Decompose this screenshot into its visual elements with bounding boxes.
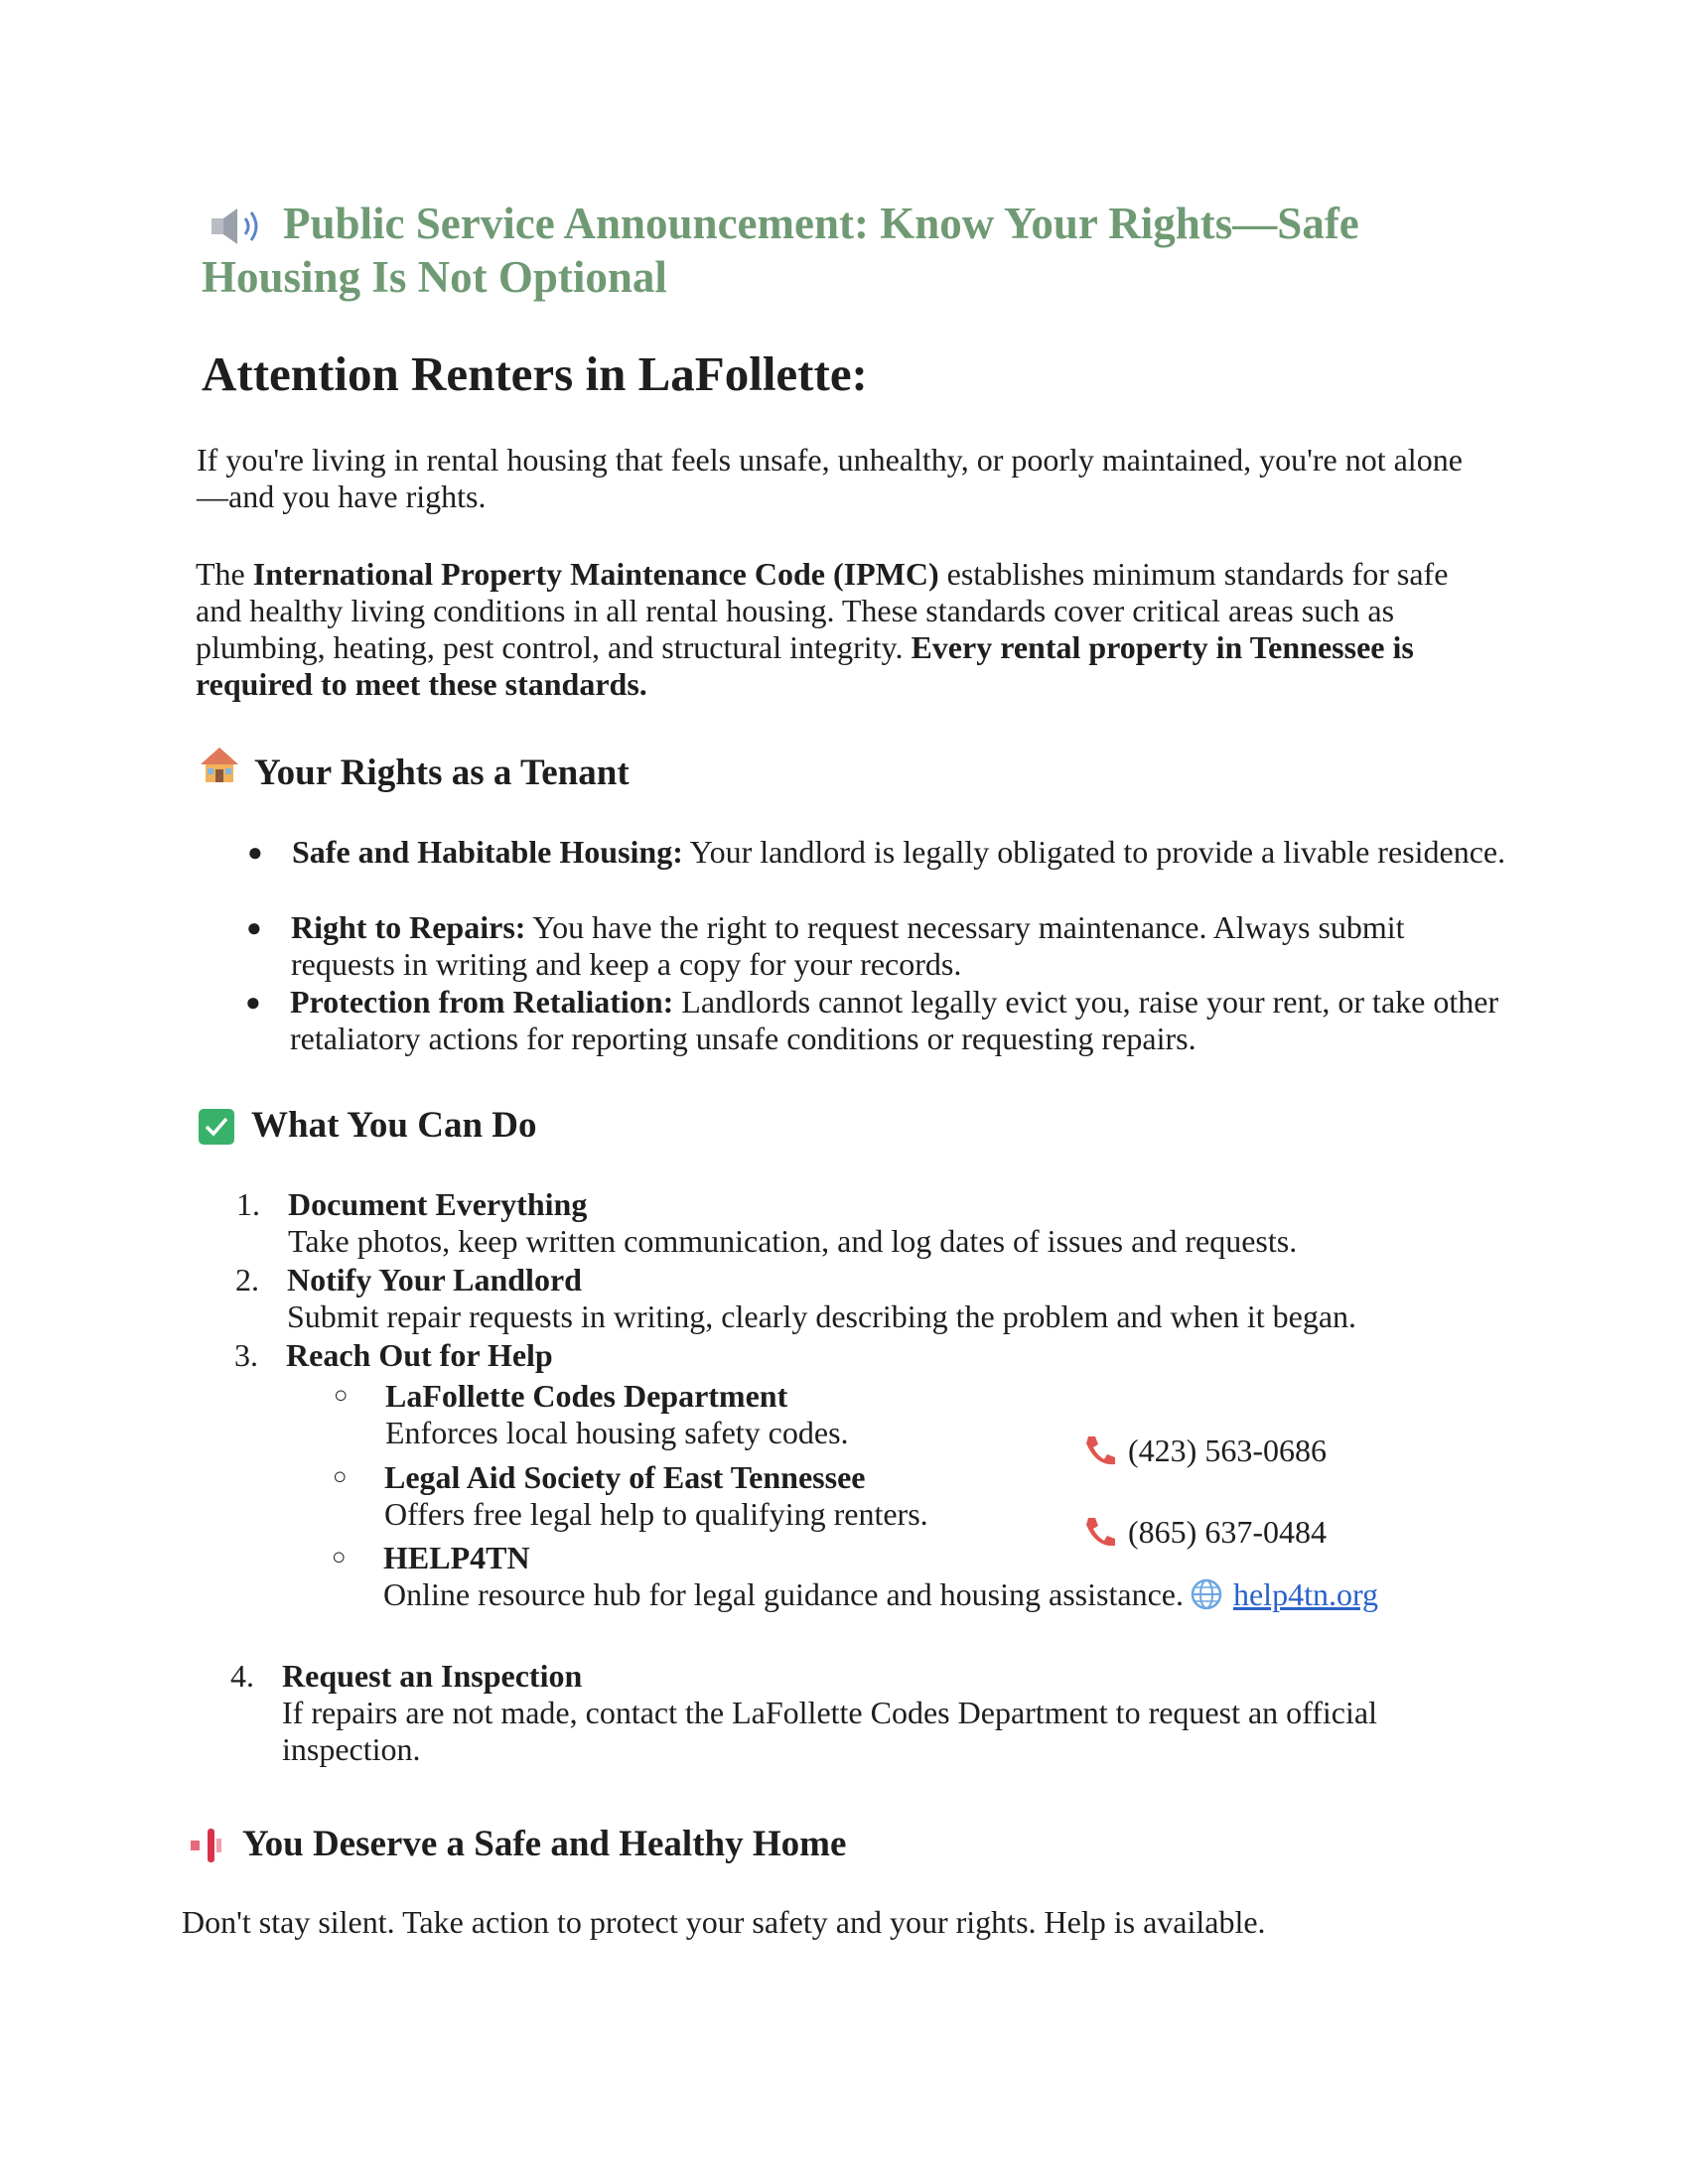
ipmc-emphasis: Every rental property in Tennessee is required to meet these standards. [196, 629, 1414, 702]
step-title: Notify Your Landlord [287, 1262, 582, 1297]
announcement-title [202, 197, 1453, 304]
step-title: Document Everything [288, 1186, 588, 1222]
sub-bullet: ○ [334, 1383, 349, 1409]
announcement-title-line2: Housing Is Not Optional [202, 252, 667, 302]
intro-paragraph: If you're living in rental housing that feels unsafe, unhealthy, or poorly maintained, you're not alone—and you have rights. [197, 442, 1463, 514]
page-heading: Attention Renters in LaFollette: [202, 346, 868, 401]
phone-number[interactable]: (423) 563-0686 [1128, 1433, 1327, 1468]
step-number: 4. [230, 1658, 254, 1694]
rights-heading: Your Rights as a Tenant [254, 752, 630, 793]
step-title: Request an Inspection [282, 1658, 583, 1694]
phone-number[interactable]: (865) 637-0484 [1128, 1514, 1327, 1550]
bullet-dot: ● [246, 913, 262, 942]
step-number: 3. [234, 1337, 258, 1373]
resource-desc: Enforces local housing safety codes. [385, 1415, 849, 1450]
rights-item-label: Protection from Retaliation: [290, 984, 674, 1020]
ipmc-mid: establishes minimum standards for safe and healthy living conditions in all rental housing. These standards cover critical areas such as plumbing, heating, pest control, and structural integrity. [196, 556, 1449, 665]
step-text: Submit repair requests in writing, clearly describing the problem and when it began. [287, 1298, 1357, 1334]
action-step [230, 1658, 1523, 1768]
sub-bullet: ○ [332, 1545, 347, 1570]
ipmc-code-name: International Property Maintenance Code (IPMC) [252, 556, 939, 592]
rights-item [246, 909, 1512, 983]
closing-text: Don't stay silent. Take action to protect your safety and your rights. Help is available. [182, 1904, 1266, 1940]
step-text: If repairs are not made, contact the LaFollette Codes Department to request an official inspection. [282, 1695, 1377, 1767]
globe-icon [1190, 1577, 1223, 1611]
rights-item-text: You have the right to request necessary maintenance. Always submit requests in writing and keep a copy for your records. [291, 909, 1405, 982]
rights-item [247, 834, 1513, 871]
red-marker-icon [189, 1825, 230, 1866]
rights-item-label: Right to Repairs: [291, 909, 526, 945]
rights-item-text: Your landlord is legally obligated to provide a livable residence. [682, 834, 1506, 870]
check-box-icon [198, 1108, 235, 1146]
ipmc-paragraph [196, 556, 1486, 703]
closing-heading: You Deserve a Safe and Healthy Home [242, 1824, 847, 1864]
step-title: Reach Out for Help [286, 1337, 553, 1373]
help4tn-link[interactable]: help4tn.org [1232, 1576, 1379, 1612]
actions-heading: What You Can Do [251, 1105, 537, 1146]
action-step [236, 1186, 1529, 1260]
action-step [235, 1262, 1528, 1335]
bullet-dot: ● [247, 838, 263, 867]
step-number: 1. [236, 1186, 260, 1222]
resource-name: HELP4TN [383, 1540, 530, 1575]
rights-item [245, 984, 1511, 1057]
house-icon [199, 745, 240, 786]
resource-item [332, 1540, 1476, 1613]
speaker-icon [210, 206, 269, 246]
resource-desc: Online resource hub for legal guidance and housing assistance. [383, 1576, 1184, 1612]
resource-desc: Offers free legal help to qualifying renters. [384, 1496, 928, 1532]
step-text: Take photos, keep written communication, and log dates of issues and requests. [288, 1223, 1298, 1259]
action-step [234, 1337, 1527, 1374]
resource-name: LaFollette Codes Department [385, 1378, 788, 1414]
rights-item-text: Landlords cannot legally evict you, raise your rent, or take other retaliatory actions for reporting unsafe conditions or requesting repairs. [290, 984, 1499, 1056]
resource-name: Legal Aid Society of East Tennessee [384, 1459, 866, 1495]
rights-item-label: Safe and Habitable Housing: [292, 834, 683, 870]
step-number: 2. [235, 1262, 259, 1297]
bullet-dot: ● [245, 988, 261, 1017]
sub-bullet: ○ [333, 1464, 348, 1490]
announcement-title-line1: Public Service Announcement: Know Your Rights—Safe [283, 199, 1359, 248]
ipmc-pre: The [196, 556, 253, 592]
